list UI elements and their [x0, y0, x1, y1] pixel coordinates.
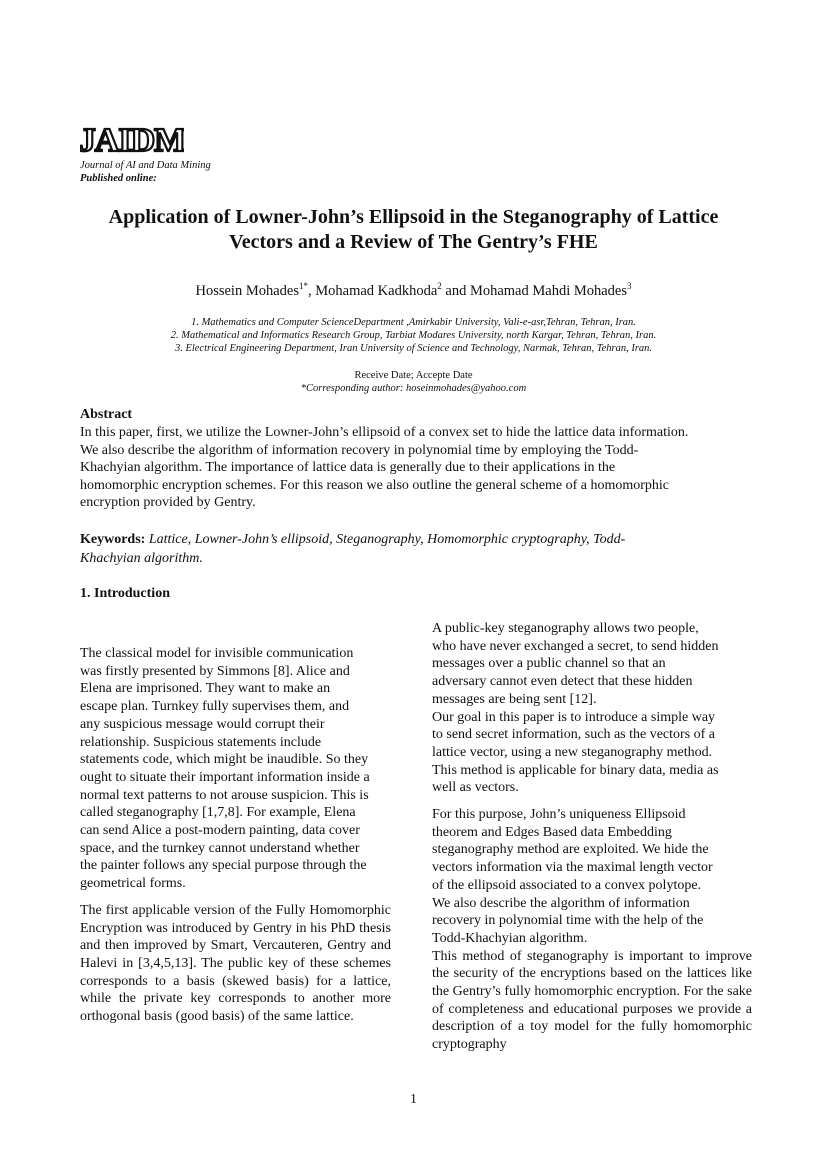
keywords: [80, 530, 752, 568]
text-line: well as vectors.: [432, 780, 519, 796]
author-2-affil: 2: [437, 281, 442, 291]
journal-name: Journal of AI and Data Mining: [80, 160, 211, 171]
affiliation-1: 1. Mathematics and Computer ScienceDepartment ,Amirkabir University, Vali-e-asr,Tehran, Tehran, Iran.: [191, 317, 636, 328]
text-line: theorem and Edges Based data Embedding: [432, 824, 672, 840]
author-3: and Mohamad Mahdi Mohades: [441, 282, 628, 299]
text-line: This method is applicable for binary data, media as: [432, 762, 719, 778]
text-line: can send Alice a post-modern painting, data cover: [80, 823, 360, 839]
text-line: Elena are imprisoned. They want to make an: [80, 681, 331, 697]
author-list: [60, 276, 767, 301]
left-paragraph-2: The first applicable version of the Fully Homomorphic Encryption was introduced by Gentry in his PhD thesis and then improved by Smart, Vercauteren, Gentry and Halevi in [3,4,5,13]. The public key of these schemes corresponds to a basis (skewed basis) for a lattice, while the private key corresponds to another more orthogonal basis (good basis) of the same lattice.: [80, 902, 391, 1025]
text-line: of the ellipsoid associated to a convex polytope.: [432, 877, 702, 893]
keywords-line-2: Khachyian algorithm.: [80, 551, 203, 566]
text-line: A public-key steganography allows two people,: [432, 621, 699, 636]
published-online: Published online:: [80, 173, 157, 184]
author-1: Hossein Mohades: [195, 282, 299, 299]
text-line: lattice vector, using a new steganography method.: [432, 744, 713, 760]
text-line: recovery in polynomial time with the help of the: [432, 913, 704, 929]
abstract-body: [80, 424, 752, 512]
text-line: adversary cannot even detect that these hidden: [432, 674, 693, 690]
abstract-heading: Abstract: [80, 407, 133, 422]
title-line-1: Application of Lowner-John’s Ellipsoid in the Steganography of Lattice: [108, 206, 719, 228]
text-line: Our goal in this paper is to introduce a simple way: [432, 709, 716, 725]
text-line: We also describe the algorithm of information: [432, 895, 690, 911]
author-3-affil: 3: [627, 281, 632, 291]
text-line: escape plan. Turnkey fully supervises them, and: [80, 699, 350, 715]
affiliations: [60, 316, 767, 355]
abstract-line: We also describe the algorithm of information recovery in polynomial time by employing the Todd-: [80, 442, 639, 458]
text-line: any suspicious message would corrupt their: [80, 716, 325, 732]
left-paragraph-1: [80, 645, 391, 893]
text-line: relationship. Suspicious statements include: [80, 734, 322, 750]
text-line: geometrical forms.: [80, 876, 186, 892]
affiliation-2: 2. Mathematical and Informatics Research Group, Tarbiat Modares University, north Kargar, Tehran, Tehran, Iran.: [170, 330, 657, 341]
text-line: For this purpose, John’s uniqueness Ellipsoid: [432, 807, 686, 823]
text-line: Todd-Khachyian algorithm.: [432, 930, 588, 946]
abstract-line: homomorphic encryption schemes. For this reason we also outline the general scheme of a homomorphic: [80, 477, 670, 493]
text-line: The classical model for invisible communication: [80, 646, 354, 661]
title-line-2: Vectors and a Review of The Gentry’s FHE: [229, 231, 598, 253]
text-line: messages are being sent [12].: [432, 691, 597, 707]
right-paragraph-2: [432, 806, 752, 948]
keywords-label: Keywords:: [80, 532, 146, 547]
right-paragraph-3: This method of steganography is important to improve the security of the encryptions based on the lattices like the Gentry’s fully homomorphic encryption. For the sake of completeness and educational purposes we provide a description of a toy model for the fully homomorphic cryptography: [432, 948, 752, 1053]
text-line: was firstly presented by Simmons [8]. Alice and: [80, 663, 350, 679]
journal-logo-text: JAIDM: [80, 122, 184, 158]
journal-logo-mark: [80, 118, 184, 158]
abstract-line: Khachyian algorithm. The importance of lattice data is generally due to their applications in the: [80, 460, 616, 476]
text-line: to send secret information, such as the vectors of a: [432, 727, 716, 743]
text-line: normal text patterns to not arouse suspicion. This is: [80, 787, 369, 803]
text-line: ought to situate their important information inside a: [80, 769, 370, 785]
right-column: [432, 620, 752, 1063]
author-2: , Mohamad Kadkhoda: [308, 282, 438, 299]
author-1-affil: 1*: [299, 281, 308, 291]
journal-logo: [80, 118, 184, 158]
keywords-line-1: Lattice, Lowner-John’s ellipsoid, Steganography, Homomorphic cryptography, Todd-: [145, 532, 626, 547]
text-line: called steganography [1,7,8]. For example, Elena: [80, 805, 356, 821]
text-line: statements code, which might be inaudible. So they: [80, 752, 369, 768]
left-column: [80, 645, 391, 1035]
text-line: vectors information via the maximal length vector: [432, 860, 713, 876]
abstract-line: In this paper, first, we utilize the Lowner-John’s ellipsoid of a convex set to hide the lattice data information.: [80, 425, 689, 440]
section-heading-introduction: 1. Introduction: [80, 586, 170, 601]
corresponding-author: *Corresponding author: hoseinmohades@yahoo.com: [300, 383, 527, 394]
text-line: who have never exchanged a secret, to send hidden: [432, 638, 719, 654]
paper-title: [60, 205, 767, 255]
text-line: space, and the turnkey cannot understand whether: [80, 840, 360, 856]
affiliation-3: 3. Electrical Engineering Department, Iran University of Science and Technology, Narmak, Tehran, Tehran, Iran.: [174, 343, 653, 354]
receive-dates: Receive Date; Accepte Date: [354, 370, 473, 381]
page-number: 1: [410, 1092, 417, 1107]
text-line: messages over a public channel so that an: [432, 656, 666, 672]
abstract-line: encryption provided by Gentry.: [80, 495, 256, 511]
text-line: the painter follows any special purpose through the: [80, 858, 367, 874]
text-line: steganography method are exploited. We hide the: [432, 842, 709, 858]
right-paragraph-1: [432, 620, 752, 797]
